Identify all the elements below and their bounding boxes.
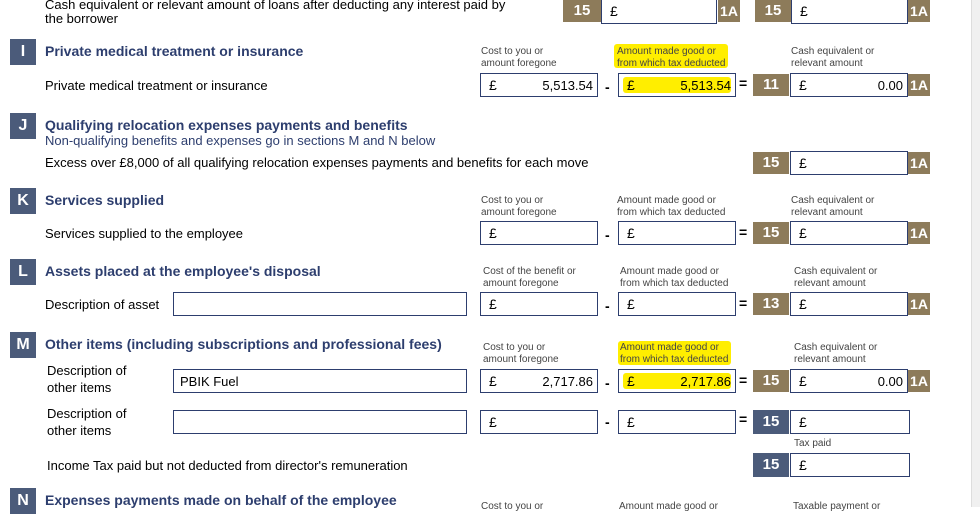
other-item-cash-field[interactable] [790,369,908,393]
section-letter-n: N [10,488,36,514]
minus-sign: - [605,298,610,314]
section-title-n: Expenses payments made on behalf of the employee [45,492,397,508]
column-header-made-good: Amount made good or from which tax deducted [617,195,726,218]
tax-paid-label: Tax paid [794,438,832,449]
pound-sign: £ [799,296,807,312]
asset-cost-field[interactable] [480,292,598,316]
other-item-2-made-good-field[interactable] [618,410,736,434]
other-item-made-good-field[interactable] [618,369,736,393]
section-letter-l: L [10,259,36,285]
column-header-made-good: Amount made good or from which tax deducted [620,342,729,365]
asset-cash-field[interactable] [790,292,908,316]
column-header-made-good: Amount made good or from which tax deducted [617,46,726,69]
row-label-other-items: Description of other items [47,363,127,395]
box-number-badge: 15 [753,370,789,392]
box-number-badge: 15 [753,152,789,174]
column-header-cost: Cost to you or amount foregone [481,46,557,69]
tag-badge: 1A [908,370,930,392]
other-item-made-good-value: 2,717.86 [680,374,731,389]
equals-sign: = [739,411,748,427]
pound-sign: £ [799,373,807,389]
section-letter-m: M [10,332,36,358]
minus-sign: - [605,227,610,243]
tag-badge: 1A [908,152,930,174]
pound-sign: £ [799,457,807,473]
tag-badge: 1A [908,293,930,315]
row-label-services: Services supplied to the employee [45,226,244,241]
column-header-cash: Cash equivalent or relevant amount [791,46,875,69]
section-title-k: Services supplied [45,192,165,208]
medical-cost-value: 5,513.54 [542,78,593,93]
box-number-badge: 15 [753,453,789,477]
section-letter-i: I [10,39,36,65]
vertical-scrollbar[interactable] [971,0,980,507]
section-title-m: Other items (including subscriptions and professional fees) [45,336,442,352]
services-cash-field[interactable] [790,221,908,245]
pound-sign: £ [489,77,497,93]
box-number-badge: 15 [753,222,789,244]
box-number-badge: 15 [753,410,789,434]
box-number-badge: 15 [755,0,791,22]
other-item-cash-value: 0.00 [877,374,903,389]
column-header-cost: Cost to you or amount foregone [483,342,559,365]
loans-amount-field[interactable] [601,0,717,24]
column-header-cash: Cash equivalent or relevant amount [794,342,878,365]
other-item-cost-value: 2,717.86 [542,374,593,389]
column-header-made-good: Amount made good or [619,501,718,512]
section-title-i: Private medical treatment or insurance [45,43,304,59]
loans-row-label: Cash equivalent or relevant amount of loans after deducting any interest paid by the borrower [45,0,506,26]
pound-sign: £ [627,373,635,389]
equals-sign: = [739,295,748,311]
other-item-2-description-field[interactable] [173,410,467,434]
asset-made-good-field[interactable] [618,292,736,316]
pound-sign: £ [610,3,618,19]
pound-sign: £ [489,296,497,312]
box-number-badge: 13 [753,293,789,315]
box-number-badge: 15 [563,0,601,22]
services-cost-field[interactable] [480,221,598,245]
tag-badge: 1A [718,0,740,22]
section-title-j: Qualifying relocation expenses payments and benefits [45,117,408,133]
section-title-l: Assets placed at the employee's disposal [45,263,321,279]
section-letter-j: J [10,113,36,139]
medical-made-good-field[interactable] [618,73,736,97]
row-label-medical: Private medical treatment or insurance [45,78,268,93]
pound-sign: £ [799,155,807,171]
column-header-cost: Cost to you or [481,501,544,512]
row-label-asset: Description of asset [45,297,160,312]
tag-badge: 1A [908,0,930,22]
relocation-amount-field[interactable] [790,151,908,175]
box-number-badge: 11 [753,74,789,96]
pound-sign: £ [799,225,807,241]
pound-sign: £ [489,373,497,389]
section-letter-k: K [10,188,36,214]
minus-sign: - [605,375,610,391]
medical-cost-field[interactable] [480,73,598,97]
pound-sign: £ [627,77,635,93]
pound-sign: £ [800,3,808,19]
other-item-description-value: PBIK Fuel [180,374,239,389]
other-item-cost-field[interactable] [480,369,598,393]
other-item-2-cash-field[interactable] [790,410,910,434]
pound-sign: £ [627,296,635,312]
pound-sign: £ [627,414,635,430]
equals-sign: = [739,372,748,388]
column-header-cash: Cash equivalent or relevant amount [791,195,875,218]
column-header-taxable: Taxable payment or [793,501,881,512]
medical-cash-field[interactable] [790,73,908,97]
row-label-other-items: Description of other items [47,406,127,438]
equals-sign: = [739,224,748,240]
medical-cash-value: 0.00 [877,78,903,93]
tag-badge: 1A [908,74,930,96]
income-tax-paid-field[interactable] [790,453,910,477]
pound-sign: £ [627,225,635,241]
other-item-2-cost-field[interactable] [480,410,598,434]
column-header-cost: Cost of the benefit or amount foregone [483,266,576,289]
minus-sign: - [605,414,610,430]
pound-sign: £ [799,414,807,430]
services-made-good-field[interactable] [618,221,736,245]
row-label-relocation: Excess over £8,000 of all qualifying relocation expenses payments and benefits for each move [45,155,589,170]
column-header-made-good: Amount made good or from which tax deducted [620,266,729,289]
column-header-cost: Cost to you or amount foregone [481,195,557,218]
minus-sign: - [605,79,610,95]
pound-sign: £ [799,77,807,93]
equals-sign: = [739,75,748,91]
medical-made-good-value: 5,513.54 [680,78,731,93]
row-label-income-tax: Income Tax paid but not deducted from director's remuneration [47,458,408,473]
column-header-cash: Cash equivalent or relevant amount [794,266,878,289]
other-item-description-field[interactable] [173,369,467,393]
section-subtitle-j: Non-qualifying benefits and expenses go in sections M and N below [45,133,436,148]
asset-description-field[interactable] [173,292,467,316]
loans-cash-field[interactable] [791,0,908,24]
tag-badge: 1A [908,222,930,244]
pound-sign: £ [489,225,497,241]
pound-sign: £ [489,414,497,430]
